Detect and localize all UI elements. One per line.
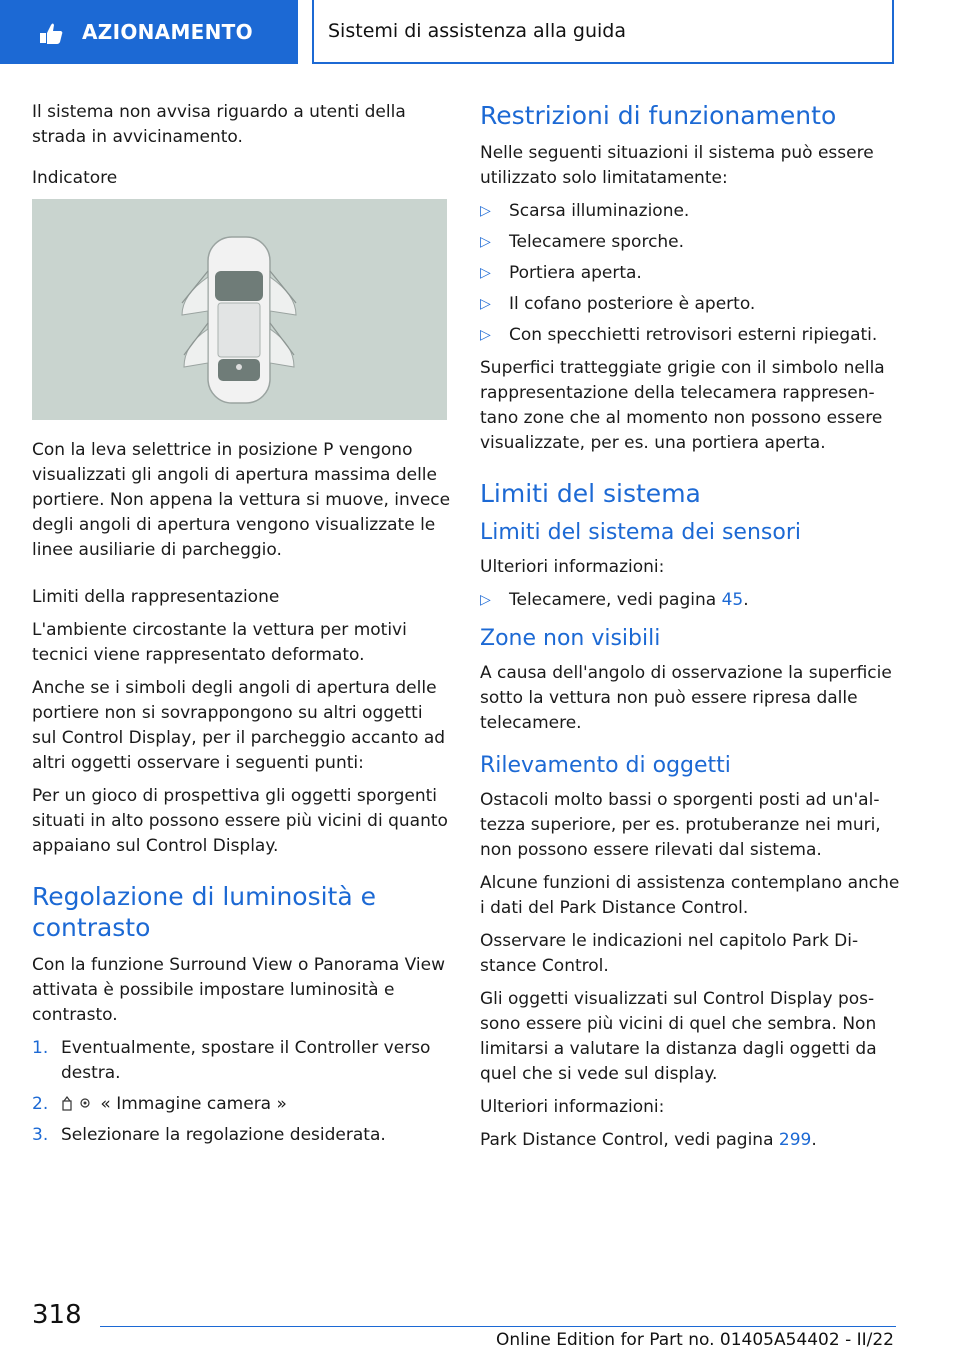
footer-divider: [100, 1326, 896, 1327]
triangle-bullet-icon: ▷: [480, 234, 491, 250]
step-text: Eventualmente, spostare il Controller verso destra.: [61, 1038, 431, 1083]
blind-zones-heading: Zone non visibili: [480, 626, 661, 651]
sensor-limits-heading: Limiti del sistema dei sensori: [480, 520, 801, 545]
page-link-299[interactable]: 299: [778, 1130, 812, 1150]
list-item: [480, 199, 900, 224]
step-number: 3.: [32, 1125, 49, 1145]
system-limits-heading: Limiti del sistema: [480, 479, 701, 508]
triangle-bullet-icon: ▷: [480, 592, 491, 608]
paragraph: Park Distance Control, vedi pagina 299.: [480, 1130, 817, 1150]
chapter-header: [312, 0, 894, 64]
list-item-text: Telecamere, vedi pagina: [509, 590, 722, 610]
paragraph: Alcune funzioni di assistenza contemplano anche i dati del Park Distance Control.: [480, 873, 900, 918]
triangle-bullet-icon: ▷: [480, 203, 491, 219]
paragraph: Gli oggetti visualizzati sul Control Display possono essere più vicini di quel che sembra. Non limitarsi a valutare la distanza dagli oggetti da quel che si vede sul display.: [480, 989, 877, 1084]
page-link-45[interactable]: 45: [721, 590, 744, 610]
list-item: [480, 261, 900, 286]
list-item: [32, 1123, 452, 1148]
step-text: Selezionare la regolazione desiderata.: [61, 1125, 386, 1145]
car-door-angles-illustration: [32, 199, 447, 420]
paragraph: Ulteriori informazioni:: [480, 557, 665, 577]
cameras-list: [480, 588, 900, 613]
chapter-title: Sistemi di assistenza alla guida: [328, 20, 627, 42]
triangle-bullet-icon: ▷: [480, 327, 491, 343]
pdc-text: Park Distance Control, vedi pagina: [480, 1130, 779, 1150]
paragraph: Con la leva selettrice in posizione P vengono visualizzati gli angoli di apertura massima delle portiere. Non appena la vettura si muove, invece degli angoli di apertura vengono visualizzate le linee ausiliarie di parcheggio.: [32, 440, 451, 560]
paragraph: A causa dell'angolo di osservazione la superficie sotto la vettura non può essere ripresa dalle telecamere.: [480, 663, 892, 733]
paragraph: Anche se i simboli degli angoli di apertura delle portiere non si sovrappongono su altri oggetti sul Control Display, per il parcheggio accanto ad altri oggetti osservare i seguenti punti:: [32, 678, 446, 773]
page-number: 318: [32, 1300, 82, 1330]
list-item: [32, 1092, 452, 1117]
list-item: [32, 1036, 452, 1086]
list-item: [480, 323, 900, 348]
section-title: AZIONAMENTO: [82, 20, 253, 44]
paragraph: Superfici tratteggiate grigie con il simbolo nella rappresentazione della telecamera rappresentano zone che al momento non possono essere visualizzate, per es. una portiera aperta.: [480, 358, 885, 453]
left-column: [32, 100, 452, 1156]
list-item: [480, 292, 900, 317]
paragraph: Con la funzione Surround View o Panorama View attivata è possibile impostare luminosità e contrasto.: [32, 955, 445, 1025]
list-item-text: Telecamere sporche.: [509, 232, 685, 252]
step-text: « Immagine camera »: [100, 1094, 287, 1114]
car-top-view-figure: [32, 199, 447, 420]
triangle-bullet-icon: ▷: [480, 296, 491, 312]
paragraph: L'ambiente circostante la vettura per motivi tecnici viene rappresentato deformato.: [32, 620, 407, 665]
restrictions-list: [480, 199, 900, 348]
steps-list: [32, 1036, 452, 1148]
brightness-heading: Regolazione di luminosità e contrasto: [32, 882, 377, 942]
right-column: [480, 100, 900, 1161]
list-item: ▷ Telecamere, vedi pagina 45.: [480, 588, 900, 613]
paragraph: Nelle seguenti situazioni il sistema può essere utilizzato solo limitatamente:: [480, 143, 874, 188]
steering-hand-icon: [36, 17, 66, 47]
paragraph: Il sistema non avvisa riguardo a utenti della strada in avvicinamento.: [32, 102, 406, 147]
section-tab: [0, 0, 298, 64]
list-item: [480, 230, 900, 255]
object-detection-heading: Rilevamento di oggetti: [480, 753, 731, 778]
list-item-text: Scarsa illuminazione.: [509, 201, 690, 221]
step-number: 2.: [32, 1094, 49, 1114]
camera-settings-icon: [61, 1094, 95, 1112]
paragraph: Per un gioco di prospettiva gli oggetti sporgenti situati in alto possono essere più vicini di quanto appaiano sul Control Display.: [32, 786, 448, 856]
limits-heading: Limiti della rappresentazione: [32, 587, 280, 607]
indicator-heading: Indicatore: [32, 168, 118, 188]
paragraph: Ulteriori informazioni:: [480, 1097, 665, 1117]
paragraph: Osservare le indicazioni nel capitolo Park Distance Control.: [480, 931, 859, 976]
list-item-text: Con specchietti retrovisori esterni ripiegati.: [509, 325, 878, 345]
step-number: 1.: [32, 1038, 49, 1058]
list-item-text: Portiera aperta.: [509, 263, 642, 283]
triangle-bullet-icon: ▷: [480, 265, 491, 281]
edition-footer: Online Edition for Part no. 01405A54402 - II/22: [495, 1330, 894, 1350]
paragraph: Ostacoli molto bassi o sporgenti posti ad un'altezza superiore, per es. protuberanze nei muri, non possono essere rilevati dal sistema.: [480, 790, 881, 860]
list-item-text: Il cofano posteriore è aperto.: [509, 294, 756, 314]
restrictions-heading: Restrizioni di funzionamento: [480, 101, 837, 130]
